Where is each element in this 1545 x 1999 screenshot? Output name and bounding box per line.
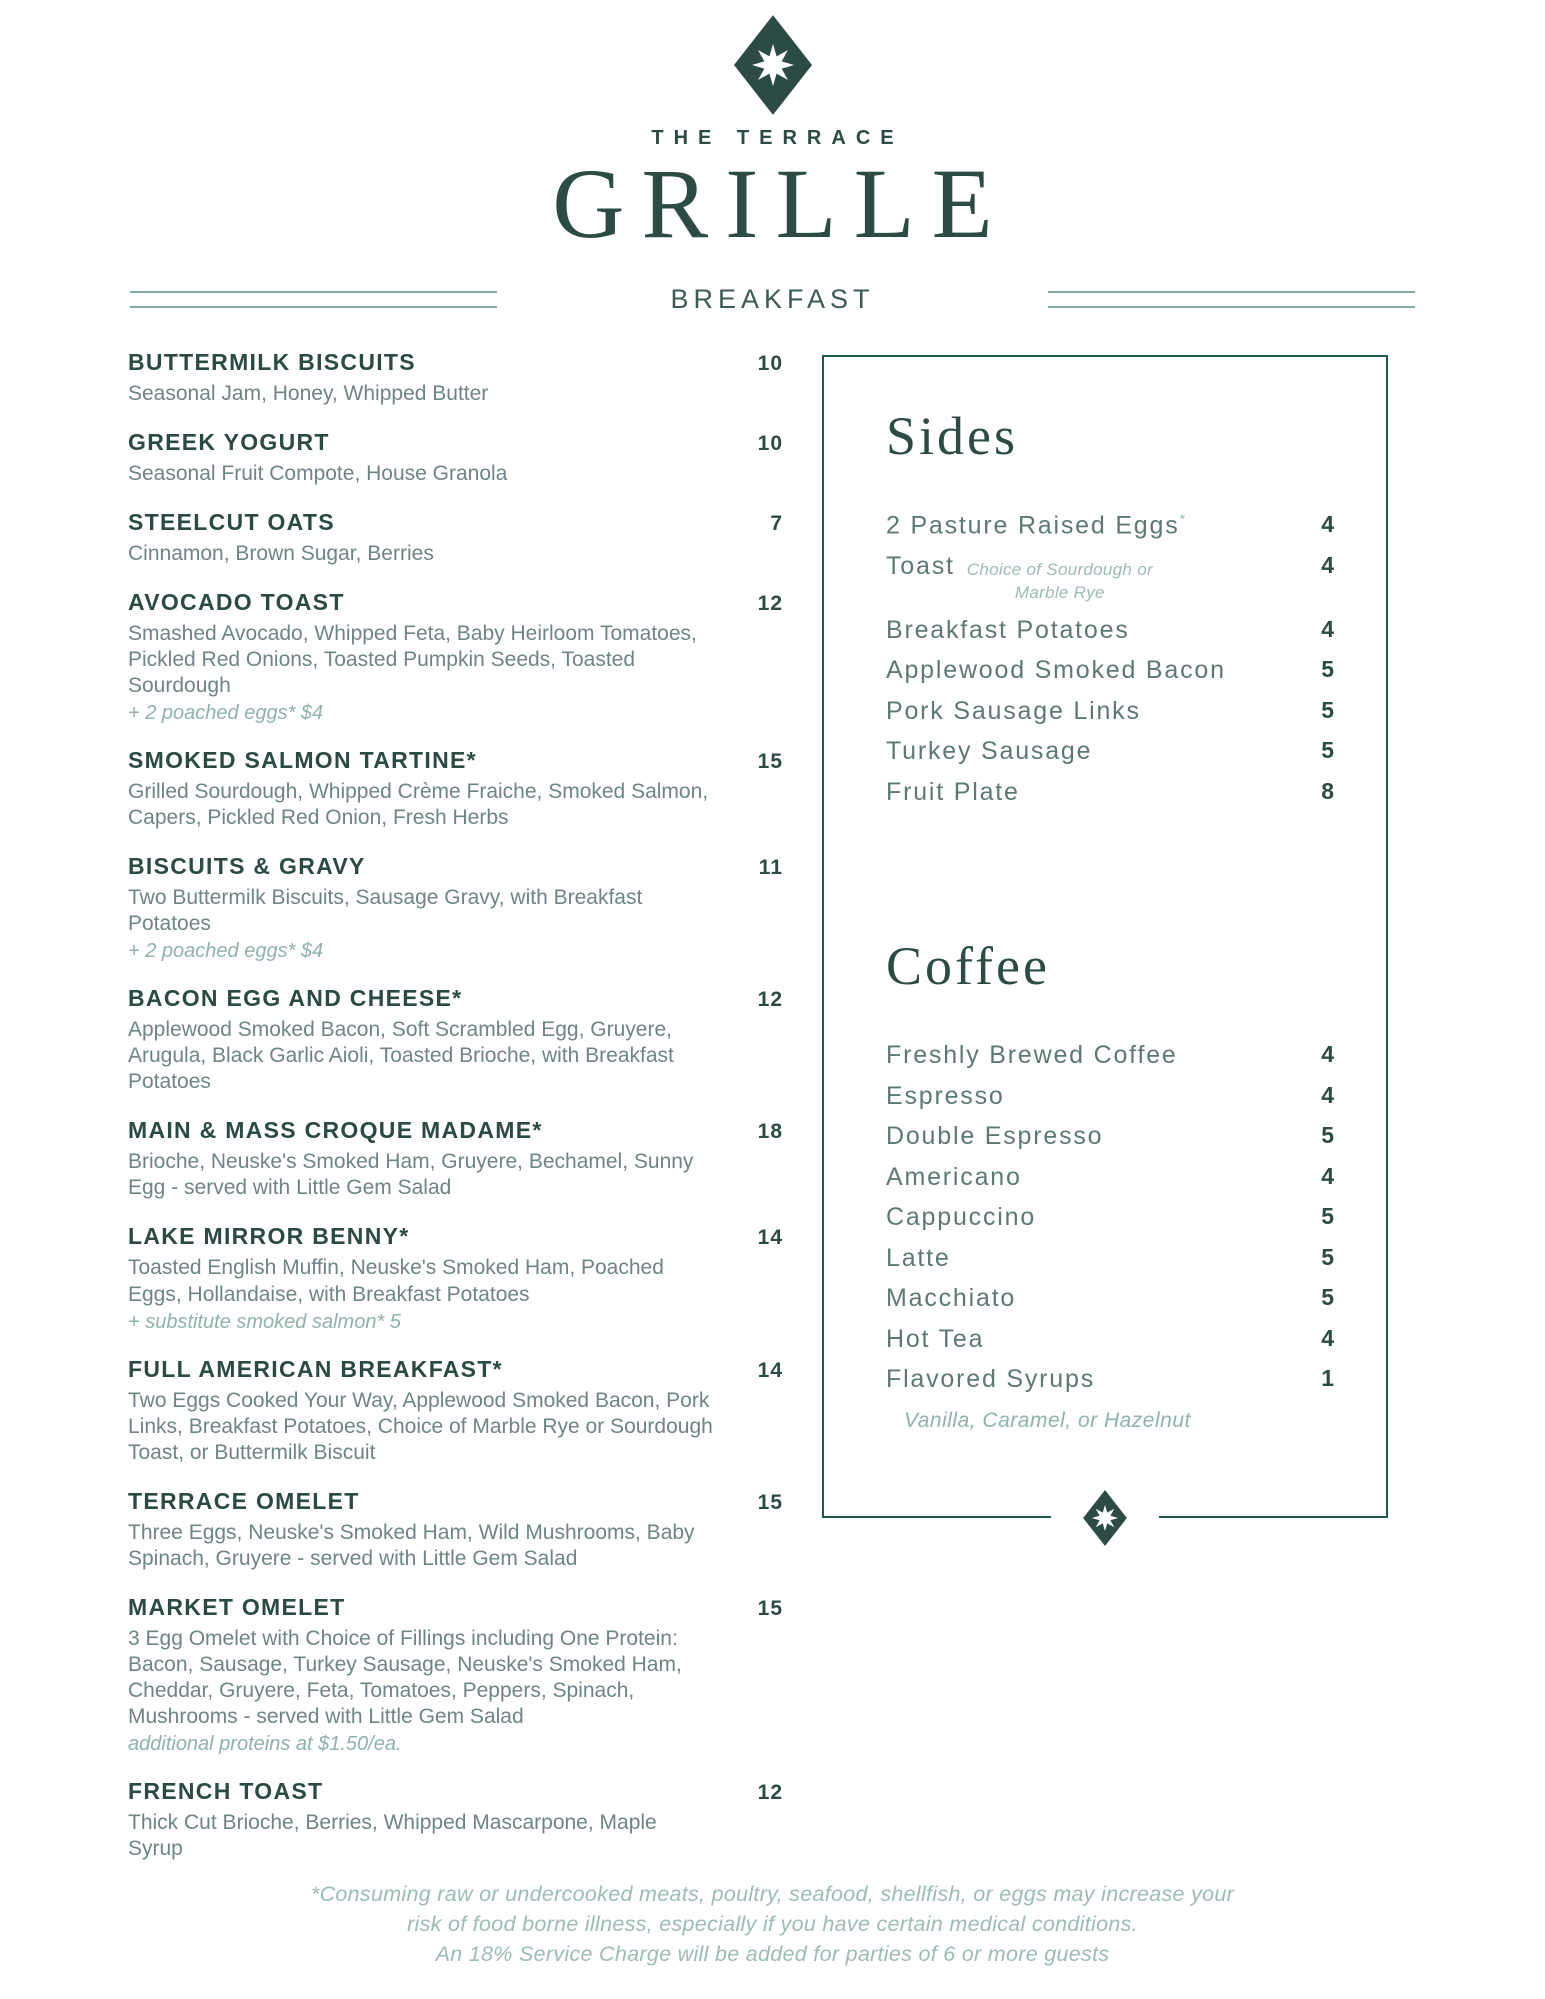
side-item [886,697,1334,727]
coffee-item-name: Cappuccino [886,1203,1037,1232]
menu-item-description: Seasonal Jam, Honey, Whipped Butter [128,382,489,405]
menu-item-price: 11 [758,856,783,880]
menu-item-price: 15 [757,750,783,774]
sides-heading: Sides [886,406,1019,466]
menu-item-description: Two Eggs Cooked Your Way, Applewood Smoked Bacon, Pork Links, Breakfast Potatoes, Choice of Marble Rye or Sourdough Toast, or Buttermilk Biscuit [128,1388,713,1464]
menu-item [128,1488,783,1572]
menu-item [128,509,783,567]
menu-item-description: Grilled Sourdough, Whipped Crème Fraiche, Smoked Salmon, Capers, Pickled Red Onion, Fresh Herbs [128,780,709,830]
coffee-item [886,1082,1334,1112]
menu-item-description: Seasonal Fruit Compote, House Granola [128,462,508,486]
menu-item-description: Two Buttermilk Biscuits, Sausage Gravy, with Breakfast Potatoes [128,886,643,936]
menu-item [128,1223,783,1333]
menu-item-note: additional proteins at $1.50/ea. [128,1732,402,1755]
diamond-star-ornament-icon [1051,1490,1159,1546]
coffee-item [886,1244,1334,1274]
menu-item-note: + 2 poached eggs* $4 [128,702,324,725]
side-item [886,552,1334,605]
asterisk-note-marker: * [1179,511,1188,528]
menu-item [128,349,783,407]
menu-item-price: 10 [757,352,783,375]
menu-item-name: GREEK YOGURT [128,429,330,456]
brand-name-main: GRILLE [552,148,1010,259]
menu-item-description: Brioche, Neuske's Smoked Ham, Gruyere, Bechamel, Sunny Egg - served with Little Gem Salad [128,1150,694,1200]
coffee-item-price: 1 [1321,1365,1334,1392]
menu-item-price: 18 [757,1120,783,1144]
side-item-name: Pork Sausage Links [886,696,1141,725]
menu-item-note: + 2 poached eggs* $4 [128,940,324,963]
syrup-flavors-note: Vanilla, Caramel, or Hazelnut [904,1408,1191,1432]
menu-item-price: 15 [757,1596,783,1620]
disclaimer-footer [0,1879,1545,1969]
menu-item [128,985,783,1095]
right-double-rule [1048,291,1415,308]
menu-item-description: Toasted English Muffin, Neuske's Smoked Ham, Poached Eggs, Hollandaise, with Breakfast Potatoes [128,1256,664,1306]
side-item [886,616,1334,646]
side-item [886,737,1334,767]
menu-item [128,747,783,831]
section-title: BREAKFAST [670,284,875,314]
menu-item-name: LAKE MIRROR BENNY* [128,1223,410,1250]
menu-item-description: Thick Cut Brioche, Berries, Whipped Mascarpone, Maple Syrup [128,1810,657,1860]
menu-item-name: BUTTERMILK BISCUITS [128,349,416,375]
coffee-item [886,1203,1334,1233]
menu-item-name: TERRACE OMELET [128,1487,360,1514]
coffee-item [886,1365,1334,1395]
disclaimer-line: An 18% Service Charge will be added for parties of 6 or more guests [435,1941,1110,1966]
coffee-item-price: 4 [1321,1162,1334,1189]
menu-item [128,1117,783,1201]
menu-body [0,349,1545,1884]
side-item-name: Breakfast Potatoes [886,615,1130,644]
menu-item [128,1778,783,1862]
menu-item-price: 12 [757,988,783,1012]
side-item-name: 2 Pasture Raised Eggs* [886,511,1188,540]
sides-coffee-box [822,355,1388,1518]
menu-item-name: STEELCUT OATS [128,509,335,536]
menu-item-name: AVOCADO TOAST [128,589,345,616]
coffee-item-name: Hot Tea [886,1324,985,1353]
brand-name-top: THE TERRACE [651,127,904,149]
coffee-item-name: Flavored Syrups [886,1365,1096,1394]
breakfast-items-column [128,349,783,1884]
menu-item-name: MAIN & MASS CROQUE MADAME* [128,1117,543,1144]
coffee-item-name: Latte [886,1243,951,1272]
menu-item [128,429,783,487]
disclaimer-line: risk of food borne illness, especially if you have certain medical conditions. [407,1911,1138,1936]
diamond-star-logo-icon [0,15,1545,115]
menu-item-description: 3 Egg Omelet with Choice of Fillings including One Protein: Bacon, Sausage, Turkey Sausage, Neuske's Smoked Ham, Cheddar, Gruyere, Feta, Tomatoes, Peppers, Spinach, Mushrooms - served with Little Gem Salad [128,1626,682,1728]
coffee-item-price: 5 [1321,1203,1334,1230]
side-item-price: 5 [1321,656,1334,683]
coffee-item-price: 5 [1321,1284,1334,1311]
coffee-item [886,1163,1334,1193]
left-double-rule [130,291,497,308]
coffee-item-price: 5 [1321,1122,1334,1149]
menu-item [128,1356,783,1466]
menu-item-name: BACON EGG AND CHEESE* [128,985,463,1012]
side-item-price: 5 [1321,696,1334,723]
menu-item-name: FULL AMERICAN BREAKFAST* [128,1355,503,1382]
menu-item-price: 7 [770,512,783,536]
section-header [130,284,1415,315]
disclaimer-line: *Consuming raw or undercooked meats, poultry, seafood, shellfish, or eggs may increase your [310,1881,1235,1906]
menu-item-description: Smashed Avocado, Whipped Feta, Baby Heirloom Tomatoes, Pickled Red Onions, Toasted Pumpkin Seeds, Toasted Sourdough [128,622,697,698]
menu-item [128,1594,783,1756]
side-item-name: Fruit Plate [886,777,1020,806]
coffee-item [886,1041,1334,1071]
coffee-heading: Coffee [886,936,1050,997]
menu-item-price: 10 [757,432,783,456]
coffee-section [886,935,1334,1433]
menu-item-name: FRENCH TOAST [128,1777,324,1804]
menu-item [128,589,783,725]
side-item-name: Turkey Sausage [886,737,1093,766]
menu-item-description: Applewood Smoked Bacon, Soft Scrambled Egg, Gruyere, Arugula, Black Garlic Aioli, Toasted Brioche, with Breakfast Potatoes [128,1018,674,1094]
menu-item-price: 12 [757,1780,783,1804]
side-item-price: 4 [1321,615,1334,642]
side-item [886,778,1334,808]
coffee-item-price: 4 [1321,1041,1334,1068]
coffee-item-name: Americano [886,1162,1022,1191]
coffee-item-price: 4 [1321,1081,1334,1108]
coffee-item-price: 5 [1321,1243,1334,1270]
coffee-item-name: Double Espresso [886,1122,1104,1151]
coffee-item-name: Macchiato [886,1284,1017,1313]
coffee-item-name: Espresso [886,1081,1005,1110]
side-item-choice-note: Choice of Sourdough or Marble Rye [966,559,1153,602]
menu-item-description: Cinnamon, Brown Sugar, Berries [128,542,434,566]
menu-item [128,853,783,963]
brand-header [0,15,1545,259]
side-item [886,511,1334,541]
menu-item-price: 15 [757,1490,783,1514]
menu-item-price: 14 [757,1226,783,1250]
coffee-item-price: 4 [1321,1324,1334,1351]
coffee-item [886,1284,1334,1314]
menu-item-price: 12 [757,592,783,616]
coffee-item-name: Freshly Brewed Coffee [886,1041,1178,1070]
menu-item-name: SMOKED SALMON TARTINE* [128,747,477,774]
side-item-name: Toast Choice of Sourdough or Marble Rye [886,552,1311,605]
menu-item-price: 14 [757,1358,783,1382]
side-item-price: 8 [1321,777,1334,804]
menu-item-description: Three Eggs, Neuske's Smoked Ham, Wild Mushrooms, Baby Spinach, Gruyere - served with Little Gem Salad [128,1520,695,1570]
menu-item-note: + substitute smoked salmon* 5 [128,1310,401,1333]
menu-item-name: MARKET OMELET [128,1593,346,1620]
coffee-item [886,1122,1334,1152]
menu-item-name: BISCUITS & GRAVY [128,853,366,880]
side-item-name: Applewood Smoked Bacon [886,656,1226,685]
coffee-item [886,1325,1334,1355]
side-item-price: 5 [1321,737,1334,764]
side-item-price: 4 [1321,551,1334,578]
side-item [886,656,1334,686]
side-item-price: 4 [1321,511,1334,537]
